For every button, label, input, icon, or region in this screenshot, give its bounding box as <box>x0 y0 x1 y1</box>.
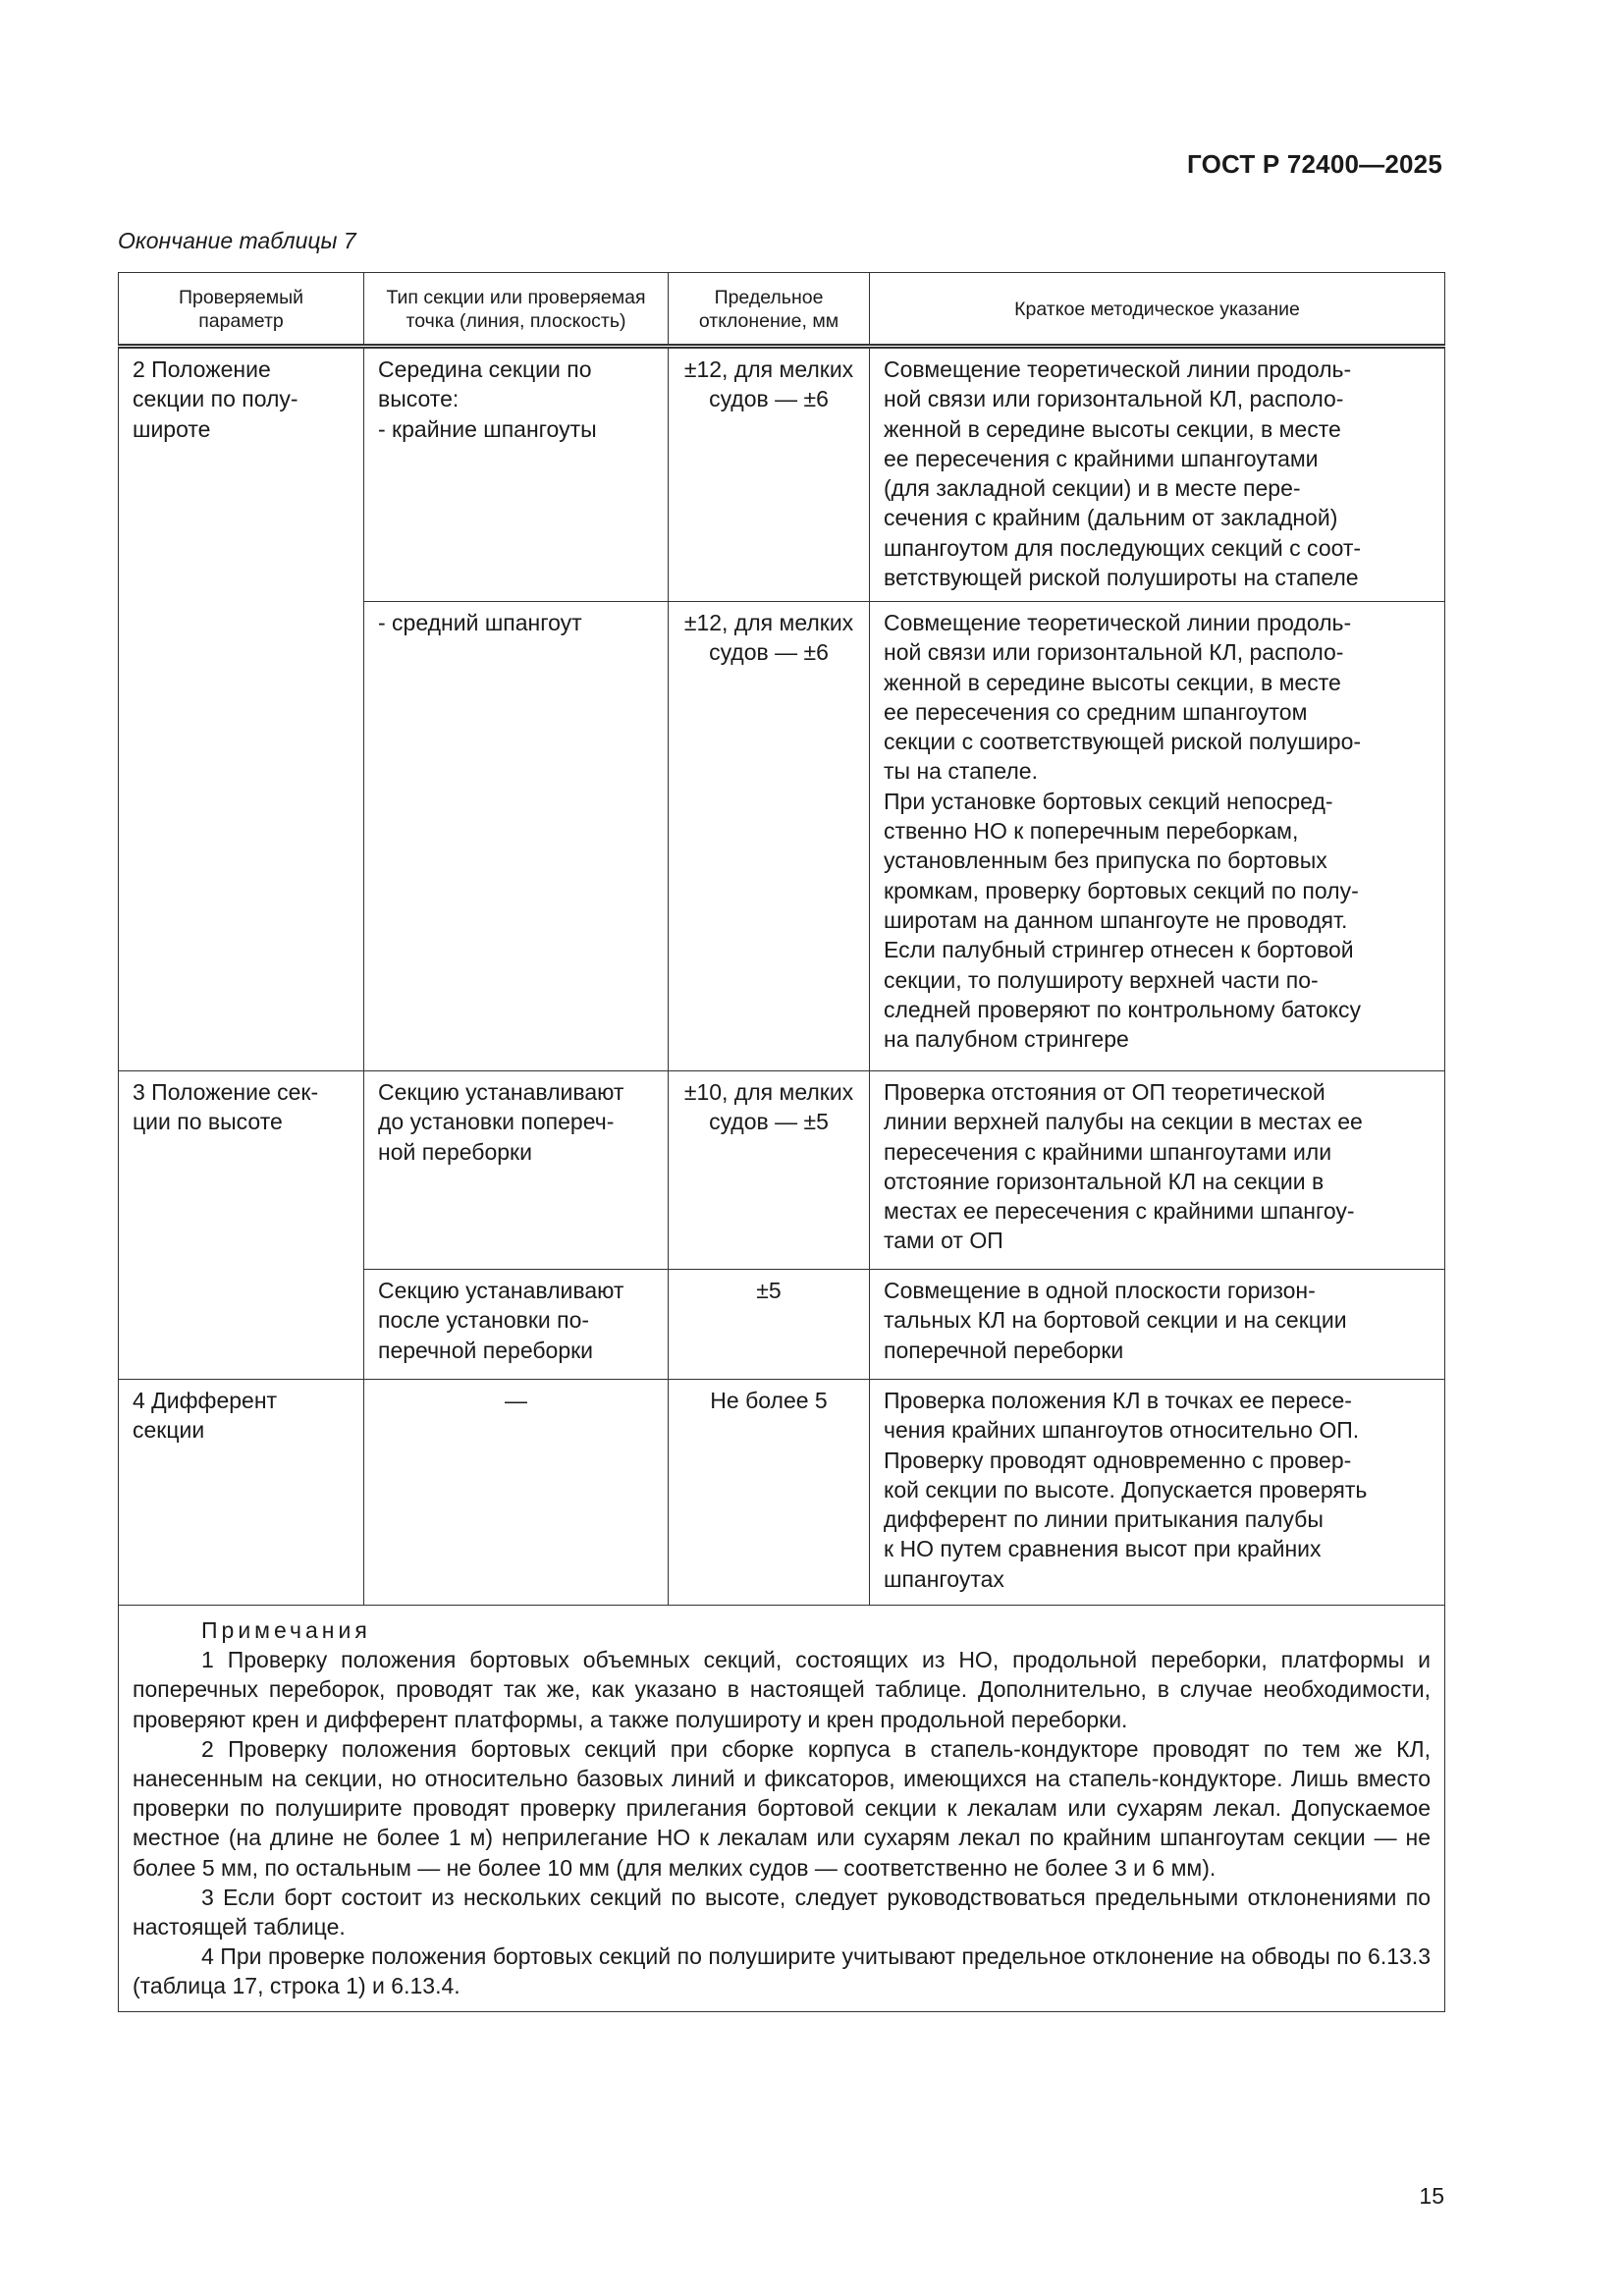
standard-code: ГОСТ Р 72400—2025 <box>1187 149 1442 179</box>
note-item: 3 Если борт состоит из нескольких секций по высоте, следует руководствоваться предельными отклонениями по настоящей таблице. <box>133 1884 1431 1941</box>
notes-cell <box>119 1606 1445 2012</box>
page-number: 15 <box>1419 2183 1444 2209</box>
deviation-cell: ±12, для мелких судов — ±6 <box>669 602 870 1071</box>
section-type-cell: - средний шпангоут <box>364 602 669 1071</box>
table-caption: Окончание таблицы 7 <box>118 228 356 253</box>
notes-row <box>119 1606 1445 2012</box>
deviation-cell: ±12, для мелких судов — ±6 <box>669 347 870 602</box>
deviation-cell: ±5 <box>669 1270 870 1380</box>
section-type-cell: Секцию устанавливают после установки по- перечной переборки <box>364 1270 669 1380</box>
deviation-cell: Не более 5 <box>669 1380 870 1606</box>
section-type-cell: Середина секции по высоте: - крайние шпангоуты <box>364 347 669 602</box>
parameter-cell: 2 Положение секции по полу- широте <box>119 347 364 1071</box>
section-type-cell: — <box>364 1380 669 1606</box>
instruction-cell: Совмещение теоретической линии продоль- ной связи или горизонтальной КЛ, располо- женной в середине высоты секции, в месте ее пересечения с крайними шпангоутами (для закладной секции) и в месте пере- сечения с крайним (дальним от закладной) шпангоутом для последующих секций с соот- ветствующей риской полушироты на стапеле <box>870 347 1445 602</box>
note-item: 4 При проверке положения бортовых секций по полуширите учитывают предельное отклонение на обводы по 6.13.3 (таблица 17, строка 1) и 6.13.4. <box>133 1943 1431 1999</box>
deviation-table <box>118 272 1445 2012</box>
table-row <box>119 1071 1445 1270</box>
instruction-cell: Проверка отстояния от ОП теоретической линии верхней палубы на секции в местах ее пересечения с крайними шпангоутами или отстояние горизонтальной КЛ на секции в местах ее пересечения с крайними шпангоу- тами от ОП <box>870 1071 1445 1270</box>
column-header-parameter: Проверяемый параметр <box>119 273 364 347</box>
deviation-cell: ±10, для мелких судов — ±5 <box>669 1071 870 1270</box>
parameter-cell: 3 Положение сек- ции по высоте <box>119 1071 364 1380</box>
note-item: 2 Проверку положения бортовых секций при сборке корпуса в стапель-кондукторе проводят по тем же КЛ, нанесенным на секции, но относительно базовых линий и фиксаторов, имеющихся на стапель-кондукторе. Лишь вместо проверки по полуширите проводят проверку прилегания бортовой секции к лекалам или сухарям лекал. Допускаемое местное (на длине не более 1 м) неприлегание НО к лекалам или сухарям лекал по крайним шпангоутам секции — не более 5 мм, по остальным — не более 10 мм (для мелких судов — соответственно не более 3 и 6 мм). <box>133 1735 1431 1881</box>
column-header-section-type: Тип секции или проверяемая точка (линия, плоскость) <box>364 273 669 347</box>
note-item: 1 Проверку положения бортовых объемных секций, состоящих из НО, продольной переборки, платформы и поперечных переборок, проводят так же, как указано в настоящей таблице. Дополнительно, в случае необходимости, проверяют крен и дифферент платформы, а также полушироту и крен продольной переборки. <box>133 1647 1431 1732</box>
table-header-row <box>119 273 1445 347</box>
table-row <box>119 347 1445 602</box>
instruction-cell: Проверка положения КЛ в точках ее пересе- чения крайних шпангоутов относительно ОП. Проверку проводят одновременно с провер- кой секции по высоте. Допускается проверять дифферент по линии притыкания палубы к НО путем сравнения высот при крайних шпангоутах <box>870 1380 1445 1606</box>
table-row <box>119 1380 1445 1606</box>
section-type-cell: Секцию устанавливают до установки попереч- ной переборки <box>364 1071 669 1270</box>
instruction-cell: Совмещение теоретической линии продоль- ной связи или горизонтальной КЛ, располо- женной в середине высоты секции, в месте ее пересечения со средним шпангоутом секции с соответствующей риской полуширо- ты на стапеле. При установке бортовых секций непосред- ственно НО к поперечным переборкам, установленным без припуска по бортовых кромкам, проверку бортовых секций по полу- широтам на данном шпангоуте не проводят. Если палубный стрингер отнесен к бортовой секции, то полушироту верхней части по- следней проверяют по контрольному батоксу на палубном стрингере <box>870 602 1445 1071</box>
table-notes <box>119 1606 1444 2011</box>
instruction-cell: Совмещение в одной плоскости горизон- тальных КЛ на бортовой секции и на секции поперечной переборки <box>870 1270 1445 1380</box>
notes-title: Примечания <box>201 1617 371 1643</box>
parameter-cell: 4 Дифферент секции <box>119 1380 364 1606</box>
column-header-instruction: Краткое методическое указание <box>870 273 1445 347</box>
column-header-deviation: Предельное отклонение, мм <box>669 273 870 347</box>
